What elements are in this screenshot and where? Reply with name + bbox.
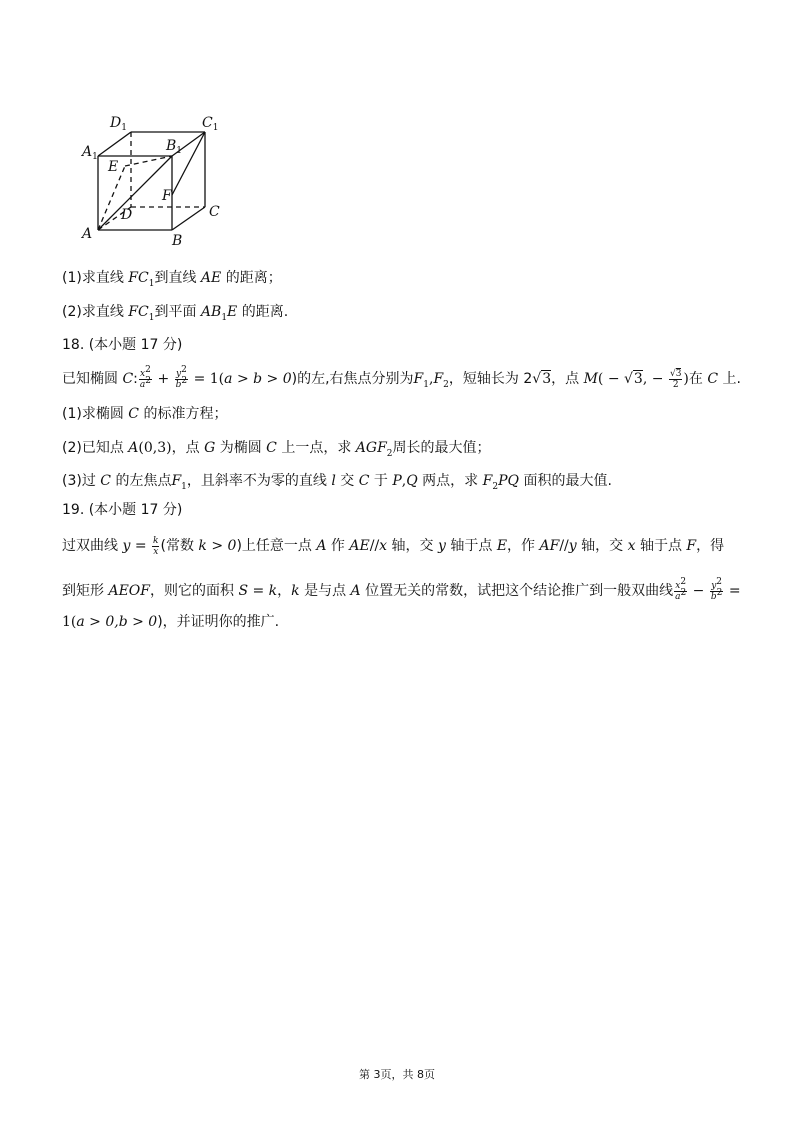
q17-part1: (1)求直线 $FC_1$到直线 AE 的距离； (62, 270, 282, 289)
q18-part2: (2)已知点 A(0,3)，点 G 为椭圆 C 上一点，求 $AGF_2$周长的最大值； (62, 440, 491, 459)
q18-part3: (3)过 C 的左焦点$F_1$，且斜率不为零的直线 l 交 C 于 P,Q 两点，求 $F_2PQ$ 面积的最大值. (62, 473, 612, 492)
segment-FC1 (172, 132, 205, 195)
segment-EB1-hidden (125, 156, 172, 166)
label-B: B (172, 233, 183, 249)
q19-line2: 到矩形 AEOF，则它的面积 S = k，k 是与点 A 位置无关的常数，试把这个结论推广到一般双曲线 $\frac{x^2}{a^2}$ − $\frac{y^2}{b^2}$ = (62, 576, 741, 602)
cube-figure (78, 108, 228, 254)
q18-stem: 已知椭圆 C: $\frac{x^2}{a^2}$ + $\frac{y^2}{b^2}$ = 1(a > b > 0)的左,右焦点分别为$F_1,F_2$，短轴长为 2√3，点 M( − √3, − $\frac{√3}{2}$ )在 C 上. (62, 364, 741, 390)
q19-line1: 过双曲线 y = $\frac{k}{x}$ (常数 k > 0)上任意一点 A 作 AE//x 轴，交 y 轴于点 E，作 AF//y 轴，交 x 轴于点 F，得 (62, 535, 725, 557)
label-D: D (121, 207, 133, 223)
fraction-k-x: $\frac{k}{x}$ (153, 535, 159, 557)
page-footer: 第 3页，共 8页 (359, 1068, 435, 1081)
q18-part1: (1)求椭圆 C 的标准方程； (62, 406, 228, 422)
label-A1: $A_1$ (82, 144, 98, 162)
fraction-x2-a2-hyperbola: $\frac{x^2}{a^2}$ (675, 576, 687, 602)
label-C: C (209, 204, 220, 220)
label-B1: $B_1$ (166, 138, 183, 156)
fraction-x2-a2: $\frac{x^2}{a^2}$ (139, 364, 151, 390)
edge-BC (172, 207, 205, 230)
label-A: A (82, 226, 93, 242)
label-D1: $D_1$ (110, 115, 127, 133)
label-C1: $C_1$ (202, 115, 219, 133)
sqrt-3: √3 (532, 371, 552, 387)
fraction-y2-b2-hyperbola: $\frac{y^2}{b^2}$ (710, 576, 723, 602)
fraction-y2-b2: $\frac{y^2}{b^2}$ (175, 364, 188, 390)
edge-A1D1 (98, 132, 131, 156)
q19-line3: 1(a > 0,b > 0)，并证明你的推广. (62, 614, 280, 630)
cube-diagram (78, 108, 228, 254)
sqrt-3-b: √3 (624, 371, 643, 387)
q18-header: 18. (本小题 17 分) (62, 337, 183, 353)
q17-part2: (2)求直线 $FC_1$到平面 $AB_1E$ 的距离. (62, 304, 289, 323)
label-E: E (108, 159, 119, 175)
fraction-sqrt3-2: $\frac{√3}{2}$ (669, 368, 682, 390)
label-F: F (162, 188, 172, 204)
q19-header: 19. (本小题 17 分) (62, 502, 183, 518)
